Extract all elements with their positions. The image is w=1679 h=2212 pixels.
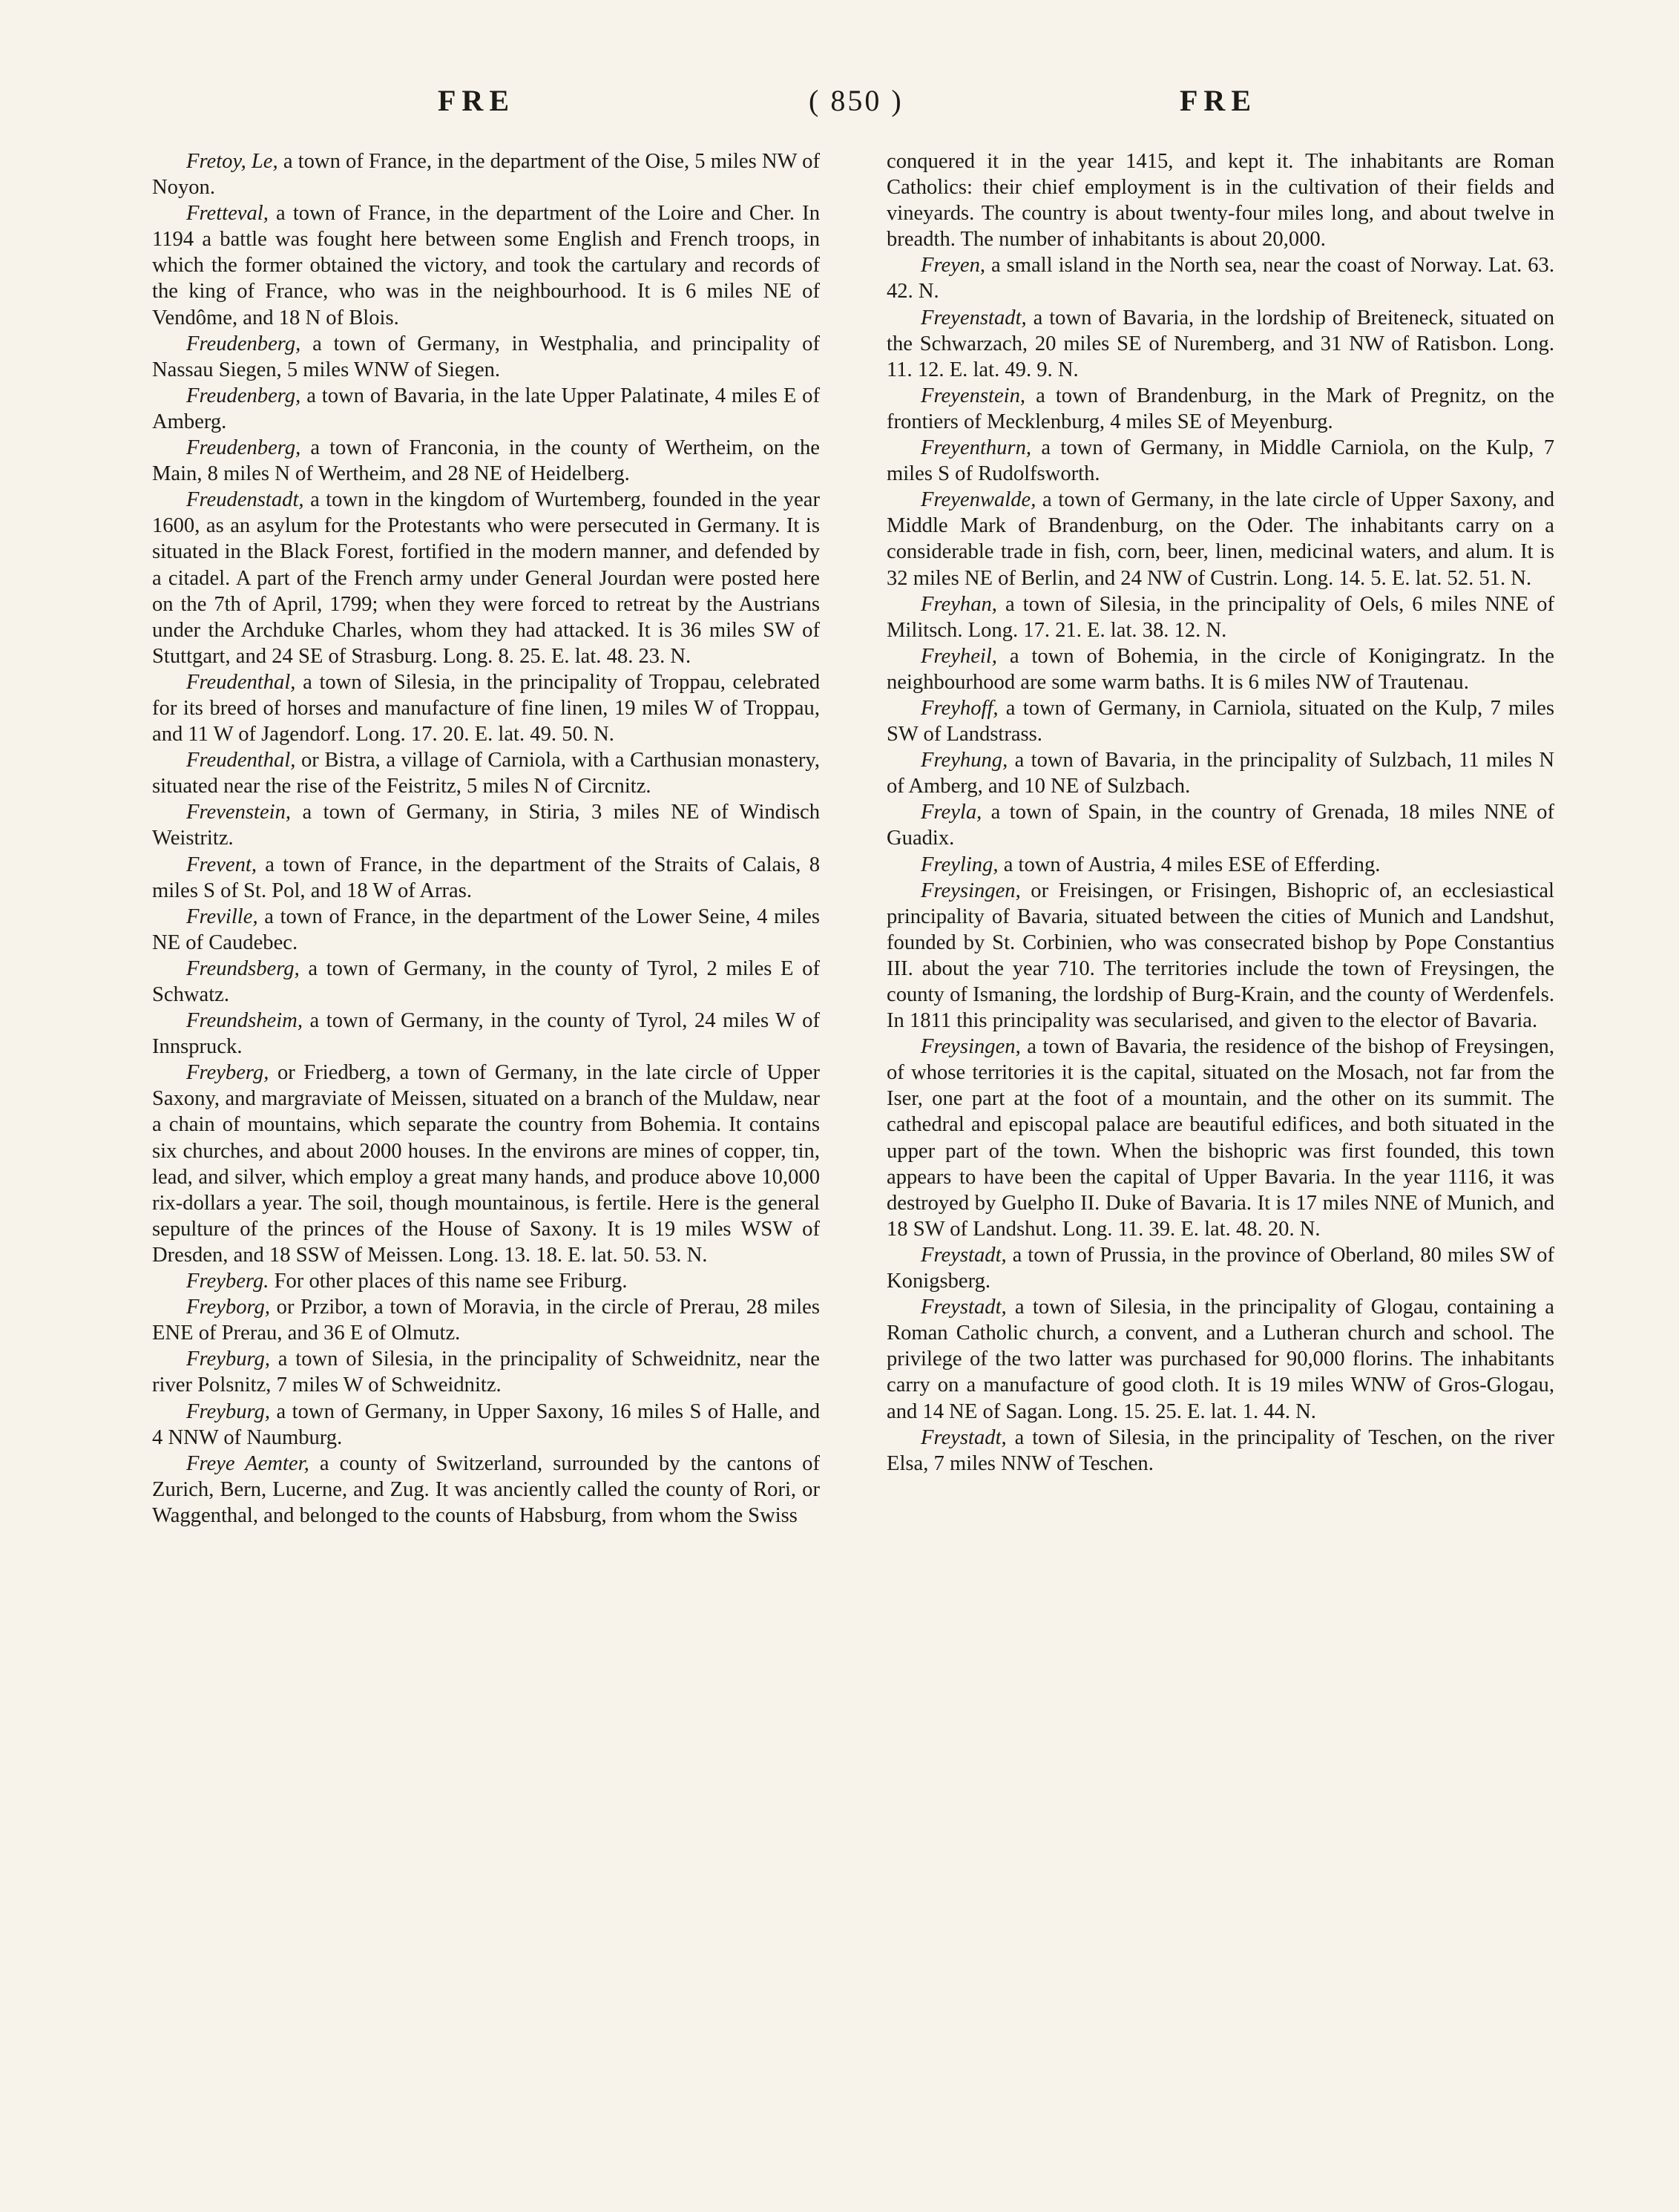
gazetteer-entry [887,435,1554,487]
gazetteer-entry [887,852,1554,878]
entry-text: or Przibor, a town of Moravia, in the circle of Prerau, 28 miles ENE of Prerau, and 36 E of Olmutz. [152,1296,820,1345]
gazetteer-entry [152,956,820,1008]
entry-text: a town of Germany, in the county of Tyrol, 24 miles W of Innspruck. [152,1009,820,1059]
gazetteer-entry [887,878,1554,1034]
entry-text: For other places of this name see Friburg. [269,1270,628,1293]
entry-headword: Freyhan, [921,592,997,616]
gazetteer-entry [152,904,820,956]
entry-text: a town in the kingdom of Wurtemberg, founded in the year 1600, as an asylum for the Protestants who were persecuted in Germany. It is situated in the Black Forest, fortified in the modern manner, and defended by a citadel. A part of the French army under General Jourdan were posted here on the 7th of April, 1799; when they were forced to retreat by the Austrians under the Archduke Charles, whom they had attacked. It is 36 miles SW of Stuttgart, and 24 SE of Strasburg. Long. 8. 25. E. lat. 48. 23. N. [152,488,820,668]
entry-headword: Fretteval, [186,202,269,226]
entry-text: a town of Silesia, in the principality of Teschen, on the river Elsa, 7 miles NNW of Teschen. [887,1425,1554,1475]
entry-text: a town of Germany, in the county of Tyrol, 2 miles E of Schwatz. [152,956,820,1006]
entry-text: a town of Germany, in Westphalia, and principality of Nassau Siegen, 5 miles WNW of Siegen. [152,332,820,381]
gazetteer-entry [887,747,1554,799]
entry-text: a town of Bavaria, in the principality of Sulzbach, 11 miles N of Amberg, and 10 NE of Sulzbach. [887,749,1554,798]
page-header [148,83,1531,128]
page-number: ( 850 ) [809,84,904,117]
gazetteer-entry [152,200,820,330]
entry-text: a town of Austria, 4 miles ESE of Efferding. [998,853,1381,876]
gazetteer-entry [887,695,1554,747]
entry-headword: Frevenstein, [186,801,292,824]
entry-text: a town of Germany, in Carniola, situated on the Kulp, 7 miles SW of Landstrass. [887,696,1554,746]
gazetteer-entry [887,305,1554,383]
header-left-guideword: FRE [438,84,515,117]
entry-headword: Freysingen, [921,1035,1021,1059]
gazetteer-entry [887,148,1554,252]
entry-headword: Freystadt, [921,1425,1007,1449]
entry-headword: Freudenstadt, [186,488,304,512]
gazetteer-entry [887,799,1554,851]
gazetteer-entry [152,669,820,747]
gazetteer-entry [152,1008,820,1060]
entry-headword: Freyhung, [921,749,1008,772]
gazetteer-entry [152,852,820,904]
entry-text: a town of Germany, in Upper Saxony, 16 miles S of Halle, and 4 NNW of Naumburg. [152,1399,820,1449]
entry-text: conquered it in the year 1415, and kept it. The inhabitants are Roman Catholics: their chief employment is in the cultivation of their fields and vineyards. The country is about twenty-four miles long, and about twelve in breadth. The number of inhabitants is about 20,000. [887,150,1554,252]
entry-text: a town of Silesia, in the principality of Schweidnitz, near the river Polsnitz, 7 miles W of Schweidnitz. [152,1348,820,1397]
entry-headword: Freyla, [921,801,982,824]
entry-headword: Freudenthal, [186,670,296,694]
entry-text: a town of France, in the department of the Loire and Cher. In 1194 a battle was fought here between some English and French troops, in which the former obtained the victory, and took the cartulary and records of the king of France, who was in the neighbourhood. It is 6 miles NE of Vendôme, and 18 N of Blois. [152,202,820,329]
entry-headword: Freudenthal, [186,749,296,772]
gazetteer-entry [887,1034,1554,1242]
gazetteer-entry [887,1242,1554,1294]
entry-text: or Bistra, a village of Carniola, with a Carthusian monastery, situated near the rise of the Feistritz, 5 miles N of Circnitz. [152,749,820,798]
entry-headword: Frevent, [186,853,257,876]
entry-text: a town of France, in the department of the Lower Seine, 4 miles NE of Caudebec. [152,905,820,954]
gazetteer-entry [887,643,1554,695]
gazetteer-entry [152,1399,820,1451]
entry-text: a town of France, in the department of the Oise, 5 miles NW of Noyon. [152,150,820,200]
entry-headword: Freundsheim, [186,1009,303,1033]
entry-headword: Freysingen, [921,879,1021,902]
entry-text: a town of Silesia, in the principality of Troppau, celebrated for its breed of horses and manufacture of fine linen, 19 miles W of Troppau, and 11 W of Jagendorf. Long. 17. 20. E. lat. 49. 50. N. [152,670,820,746]
left-column [152,148,820,1529]
gazetteer-entry [152,331,820,383]
entry-text: a town of Silesia, in the principality of Glogau, containing a Roman Catholic church, a convent, and a Lutheran church and school. The privilege of the two latter was purchased for 90,000 florins. The inhabitants carry on a manufacture of good cloth. It is 19 miles WNW of Gros-Glogau, and 14 NE of Sagan. Long. 15. 25. E. lat. 1. 44. N. [887,1296,1554,1423]
entry-headword: Freyenthurn, [921,436,1032,460]
gazetteer-entry [152,1451,820,1529]
entry-text: a town of France, in the department of the Straits of Calais, 8 miles S of St. Pol, and 18 W of Arras. [152,853,820,902]
entry-headword: Freyheil, [921,644,997,668]
entry-headword: Freudenberg, [186,436,301,460]
gazetteer-entry [152,435,820,487]
gazetteer-entry [152,1060,820,1268]
entry-headword: Freyhoff, [921,696,999,720]
entry-text: a town of Bavaria, in the lordship of Breiteneck, situated on the Schwarzach, 20 miles SE of Nuremberg, and 31 NW of Ratisbon. Long. 11. 12. E. lat. 49. 9. N. [887,306,1554,381]
entry-headword: Freyenwalde, [921,488,1036,512]
header-right-guideword: FRE [1180,84,1257,117]
entry-headword: Freyenstadt, [921,306,1027,329]
gazetteer-entry [152,1346,820,1398]
entry-text: a town of Germany, in Stiria, 3 miles NE of Windisch Weistritz. [152,801,820,850]
gazetteer-entry [887,1294,1554,1424]
gazetteer-entry [887,487,1554,591]
right-column [887,148,1554,1477]
entry-headword: Freystadt, [921,1296,1007,1319]
entry-text: a town of Bavaria, the residence of the bishop of Freysingen, of whose territories it is the capital, situated on the Mosach, not far from the Iser, one part at the foot of a mountain, and the other on its summit. The cathedral and episcopal palace are beautiful edifices, and both situated in the upper part of the town. When the bishopric was first founded, this town appears to have been the capital of Upper Bavaria. In the year 1116, it was destroyed by Guelpho II. Duke of Bavaria. It is 17 miles NNE of Munich, and 18 SW of Landshut. Long. 11. 39. E. lat. 48. 20. N. [887,1035,1554,1241]
entry-headword: Freyen, [921,254,986,278]
entry-text: or Freisingen, or Frisingen, Bishopric of, an ecclesiastical principality of Bavaria, situated between the cities of Munich and Landshut, founded by St. Corbinien, who was consecrated bishop by Pope Constantius III. about the year 710. The territories include the town of Freysingen, the county of Ismaning, the lordship of Burg-Krain, and the county of Werdenfels. In 1811 this principality was secularised, and given to the elector of Bavaria. [887,879,1554,1033]
entry-text: a town of Prussia, in the province of Oberland, 80 miles SW of Konigsberg. [887,1243,1554,1293]
entry-headword: Freystadt, [921,1243,1007,1267]
entry-text: a town of Spain, in the country of Grenada, 18 miles NNE of Guadix. [887,801,1554,850]
gazetteer-entry [152,487,820,669]
entry-text: or Friedberg, a town of Germany, in the late circle of Upper Saxony, and margraviate of Meissen, situated on a branch of the Muldaw, near a chain of mountains, which separate the country from Bohemia. It contains six churches, and about 2000 houses. In the environs are mines of copper, tin, lead, and silver, which employ a great many hands, and produce above 10,000 rix-dollars a year. The soil, though mountainous, is fertile. Here is the general sepulture of the princes of the House of Saxony. It is 19 miles WSW of Dresden, and 18 SSW of Meissen. Long. 13. 18. E. lat. 50. 53. N. [152,1061,820,1267]
gazetteer-entry [152,148,820,200]
gazetteer-entry [152,747,820,799]
entry-text: a town of Brandenburg, in the Mark of Pregnitz, on the frontiers of Mecklenburg, 4 miles SE of Meyenburg. [887,384,1554,433]
entry-headword: Freville, [186,905,258,928]
gazetteer-entry [887,252,1554,304]
entry-headword: Freyborg, [186,1296,271,1319]
entry-text: a town of Franconia, in the county of Wertheim, on the Main, 8 miles N of Wertheim, and 28 NE of Heidelberg. [152,436,820,486]
entry-headword: Freudenberg, [186,384,301,407]
entry-headword: Freundsberg, [186,956,300,980]
entry-headword: Fretoy, Le, [186,150,278,173]
entry-text: a town of Bavaria, in the late Upper Palatinate, 4 miles E of Amberg. [152,384,820,433]
entry-text: a town of Germany, in the late circle of Upper Saxony, and Middle Mark of Brandenburg, on the Oder. The inhabitants carry on a considerable trade in fish, corn, beer, linen, medicinal waters, and alum. It is 32 miles NE of Berlin, and 24 NW of Custrin. Long. 14. 5. E. lat. 52. 51. N. [887,488,1554,590]
entry-headword: Freudenberg, [186,332,301,355]
entry-headword: Freyburg, [186,1399,271,1423]
entry-headword: Freyberg. [186,1270,269,1293]
gazetteer-entry [152,1268,820,1294]
entry-text: a town of Bohemia, in the circle of Konigingratz. In the neighbourhood are some warm baths. It is 6 miles NW of Trautenau. [887,644,1554,694]
entry-headword: Freyburg, [186,1348,271,1371]
entry-text: a small island in the North sea, near the coast of Norway. Lat. 63. 42. N. [887,254,1554,303]
gazetteer-entry [887,383,1554,435]
entry-text: a town of Germany, in Middle Carniola, on the Kulp, 7 miles S of Rudolfsworth. [887,436,1554,486]
gazetteer-entry [887,591,1554,643]
gazetteer-entry [152,383,820,435]
entry-headword: Freyberg, [186,1061,269,1085]
entry-headword: Freyling, [921,853,999,876]
gazetteer-entry [152,1294,820,1346]
entry-text: a town of Silesia, in the principality of Oels, 6 miles NNE of Militsch. Long. 17. 21. E. lat. 38. 12. N. [887,592,1554,642]
entry-headword: Freyenstein, [921,384,1026,407]
entry-headword: Freye Aemter, [186,1451,309,1475]
entry-text: a county of Switzerland, surrounded by the cantons of Zurich, Bern, Lucerne, and Zug. It was anciently called the county of Rori, or Waggenthal, and belonged to the counts of Habsburg, from whom the Swiss [152,1451,820,1527]
gazetteer-entry [152,799,820,851]
gazetteer-entry [887,1425,1554,1477]
